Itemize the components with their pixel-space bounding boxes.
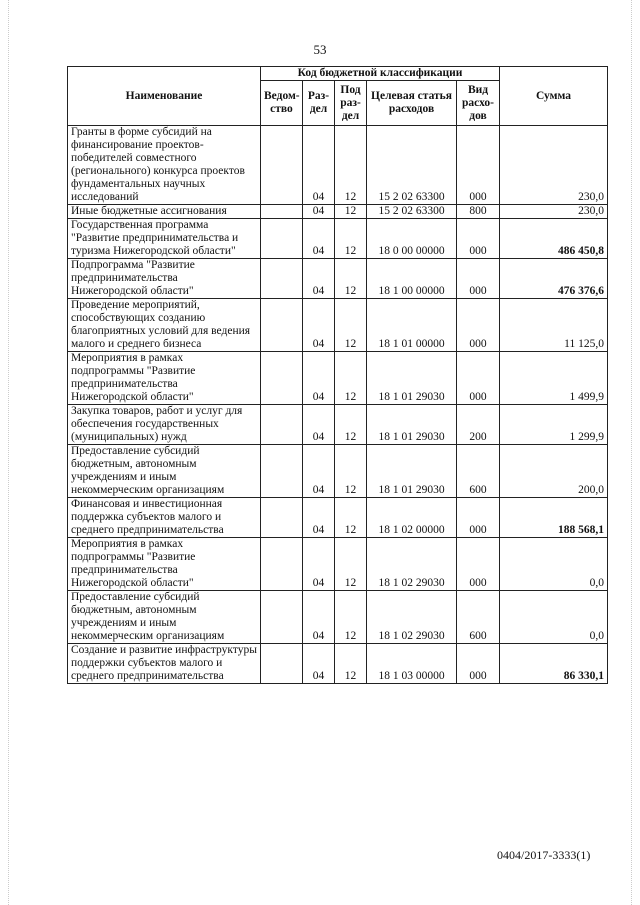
table-row — [68, 126, 608, 205]
row-name: Создание и развитие инфраструктуры поддержки субъектов малого и среднего предпринимательства — [68, 644, 261, 684]
row-name: Проведение мероприятий, способствующих созданию благоприятных условий для ведения малого и среднего бизнеса — [68, 299, 261, 352]
row-target-article: 18 1 01 29030 — [367, 405, 457, 445]
row-sum: 200,0 — [500, 445, 608, 498]
row-expense-type: 600 — [457, 591, 500, 644]
row-name: Мероприятия в рамках подпрограммы "Развитие предпринимательства Нижегородской области" — [68, 352, 261, 405]
header-vedomstvo: Ведом-ство — [261, 81, 303, 126]
table-row — [68, 498, 608, 538]
row-razdel: 04 — [303, 405, 335, 445]
row-name: Предоставление субсидий бюджетным, автономным учреждениям и иным некоммерческим организациям — [68, 591, 261, 644]
scan-edge-left — [8, 0, 9, 905]
row-razdel: 04 — [303, 498, 335, 538]
row-razdel: 04 — [303, 205, 335, 219]
row-razdel: 04 — [303, 259, 335, 299]
header-budget-code-group: Код бюджетной классификации — [261, 67, 500, 81]
header-expense-type: Вид расхо-дов — [457, 81, 500, 126]
row-expense-type: 000 — [457, 126, 500, 205]
row-sum: 476 376,6 — [500, 259, 608, 299]
row-razdel: 04 — [303, 352, 335, 405]
row-razdel: 04 — [303, 299, 335, 352]
row-podrazdel: 12 — [335, 205, 367, 219]
row-razdel: 04 — [303, 219, 335, 259]
row-sum: 1 299,9 — [500, 405, 608, 445]
row-name: Предоставление субсидий бюджетным, автономным учреждениям и иным некоммерческим организациям — [68, 445, 261, 498]
row-podrazdel: 12 — [335, 445, 367, 498]
header-razdel: Раз-дел — [303, 81, 335, 126]
table-row — [68, 591, 608, 644]
row-podrazdel: 12 — [335, 591, 367, 644]
row-name: Подпрограмма "Развитие предпринимательства Нижегородской области" — [68, 259, 261, 299]
row-expense-type: 000 — [457, 299, 500, 352]
table-row — [68, 259, 608, 299]
row-target-article: 18 1 00 00000 — [367, 259, 457, 299]
row-podrazdel: 12 — [335, 644, 367, 684]
row-vedomstvo — [261, 538, 303, 591]
table-row — [68, 405, 608, 445]
row-name: Мероприятия в рамках подпрограммы "Развитие предпринимательства Нижегородской области" — [68, 538, 261, 591]
table-row — [68, 219, 608, 259]
table-row — [68, 205, 608, 219]
row-expense-type: 000 — [457, 259, 500, 299]
row-vedomstvo — [261, 259, 303, 299]
row-podrazdel: 12 — [335, 299, 367, 352]
header-podrazdel: Под раз-дел — [335, 81, 367, 126]
row-expense-type: 000 — [457, 498, 500, 538]
row-target-article: 18 1 01 29030 — [367, 352, 457, 405]
row-expense-type: 000 — [457, 644, 500, 684]
row-vedomstvo — [261, 445, 303, 498]
row-vedomstvo — [261, 352, 303, 405]
row-razdel: 04 — [303, 538, 335, 591]
header-target-article: Целевая статья расходов — [367, 81, 457, 126]
row-vedomstvo — [261, 299, 303, 352]
row-vedomstvo — [261, 205, 303, 219]
row-target-article: 18 1 01 00000 — [367, 299, 457, 352]
row-sum: 0,0 — [500, 538, 608, 591]
row-vedomstvo — [261, 126, 303, 205]
row-expense-type: 000 — [457, 538, 500, 591]
row-name: Иные бюджетные ассигнования — [68, 205, 261, 219]
row-podrazdel: 12 — [335, 352, 367, 405]
row-sum: 486 450,8 — [500, 219, 608, 259]
table-row — [68, 299, 608, 352]
row-name: Закупка товаров, работ и услуг для обеспечения государственных (муниципальных) нужд — [68, 405, 261, 445]
row-target-article: 15 2 02 63300 — [367, 126, 457, 205]
row-expense-type: 800 — [457, 205, 500, 219]
row-podrazdel: 12 — [335, 405, 367, 445]
header-sum: Сумма — [500, 67, 608, 126]
row-name: Государственная программа "Развитие предпринимательства и туризма Нижегородской области" — [68, 219, 261, 259]
row-expense-type: 200 — [457, 405, 500, 445]
row-vedomstvo — [261, 219, 303, 259]
row-target-article: 18 1 03 00000 — [367, 644, 457, 684]
row-sum: 0,0 — [500, 591, 608, 644]
row-expense-type: 000 — [457, 219, 500, 259]
row-name: Гранты в форме субсидий на финансирование проектов-победителей совместного (регионального) конкурса проектов фундаментальных научных исследований — [68, 126, 261, 205]
row-sum: 1 499,9 — [500, 352, 608, 405]
row-vedomstvo — [261, 498, 303, 538]
page-number: 53 — [313, 42, 327, 57]
row-target-article: 18 1 02 29030 — [367, 591, 457, 644]
row-vedomstvo — [261, 591, 303, 644]
row-podrazdel: 12 — [335, 126, 367, 205]
row-razdel: 04 — [303, 591, 335, 644]
scan-edge-right — [631, 0, 632, 905]
row-target-article: 15 2 02 63300 — [367, 205, 457, 219]
row-sum: 86 330,1 — [500, 644, 608, 684]
document-code: 0404/2017-3333(1) — [497, 848, 591, 862]
row-sum: 11 125,0 — [500, 299, 608, 352]
row-target-article: 18 1 01 29030 — [367, 445, 457, 498]
row-sum: 230,0 — [500, 205, 608, 219]
row-razdel: 04 — [303, 644, 335, 684]
row-sum: 188 568,1 — [500, 498, 608, 538]
row-target-article: 18 1 02 29030 — [367, 538, 457, 591]
row-podrazdel: 12 — [335, 498, 367, 538]
row-sum: 230,0 — [500, 126, 608, 205]
row-vedomstvo — [261, 405, 303, 445]
table-row — [68, 352, 608, 405]
row-podrazdel: 12 — [335, 538, 367, 591]
row-vedomstvo — [261, 644, 303, 684]
row-podrazdel: 12 — [335, 259, 367, 299]
table-row — [68, 445, 608, 498]
budget-table — [67, 66, 608, 684]
row-name: Финансовая и инвестиционная поддержка субъектов малого и среднего предпринимательства — [68, 498, 261, 538]
table-row — [68, 538, 608, 591]
row-expense-type: 600 — [457, 445, 500, 498]
table-row — [68, 644, 608, 684]
row-target-article: 18 0 00 00000 — [367, 219, 457, 259]
row-razdel: 04 — [303, 126, 335, 205]
row-razdel: 04 — [303, 445, 335, 498]
row-expense-type: 000 — [457, 352, 500, 405]
row-target-article: 18 1 02 00000 — [367, 498, 457, 538]
row-podrazdel: 12 — [335, 219, 367, 259]
header-name: Наименование — [68, 67, 261, 126]
